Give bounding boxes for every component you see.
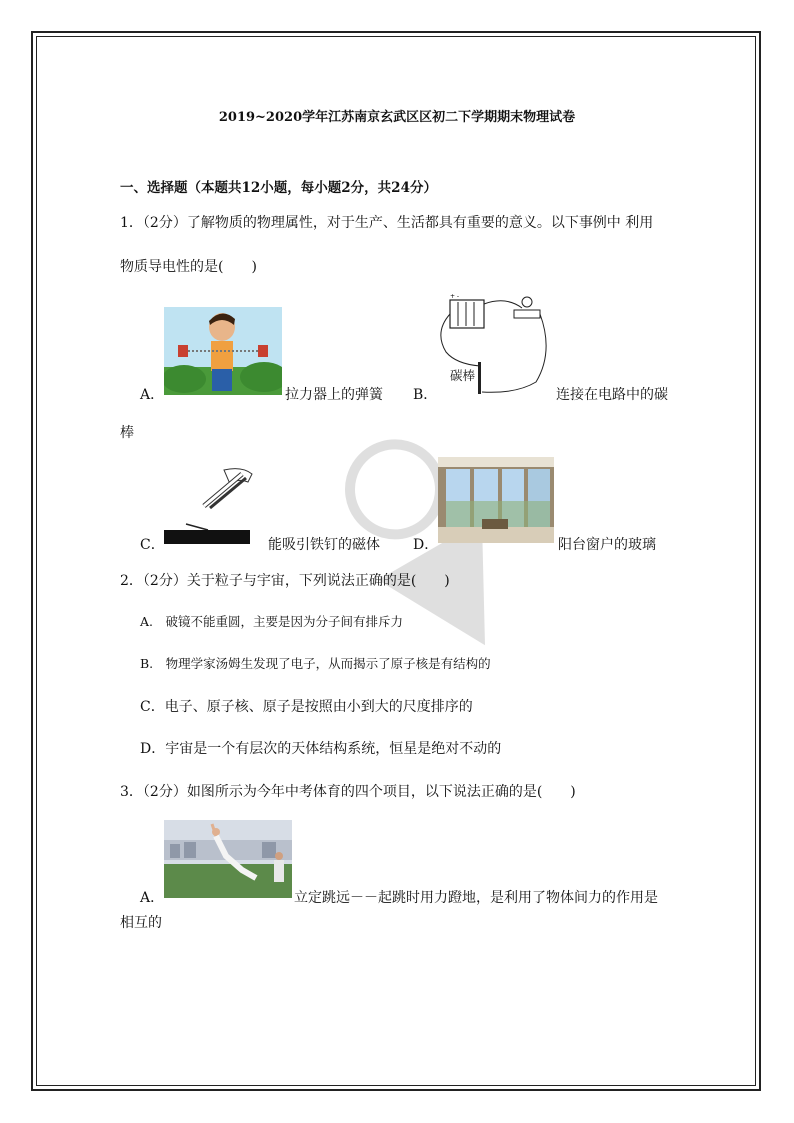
q1-option-c-text: 能吸引铁钉的磁体: [268, 537, 380, 553]
q1-option-a-text: 拉力器上的弹簧: [285, 387, 383, 403]
q1-option-a-label: A．: [140, 387, 165, 403]
q2-stem: 2．（2分）关于粒子与宇宙，下列说法正确的是( ): [120, 573, 450, 589]
q1-option-b-label: B．: [413, 387, 438, 403]
svg-text:+ -: + -: [450, 293, 460, 300]
section-heading: 一、选择题（本题共12小题，每小题2分，共24分）: [120, 180, 437, 196]
standing-long-jump-image: [164, 820, 292, 898]
magnet-image: [164, 462, 254, 546]
q2-option-a: A. 破镜不能重圆，主要是因为分子间有排斥力: [140, 614, 404, 629]
q3-stem: 3．（2分）如图所示为今年中考体育的四个项目，以下说法正确的是( ): [120, 784, 576, 800]
q3-option-a-text: 立定跳远－－起跳时用力蹬地，是利用了物体间力的作用是: [294, 890, 658, 906]
q1-stem-line2: 物质导电性的是( ): [120, 259, 257, 275]
q2-option-b: B. 物理学家汤姆生发现了电子，从而揭示了原子核是有结构的: [140, 656, 491, 671]
q1-option-b-text-cont: 棒: [120, 425, 134, 441]
page-title: 2019~2020学年江苏南京玄武区区初二下学期期末物理试卷: [218, 110, 576, 125]
q1-option-b-text: 连接在电路中的碳: [556, 387, 668, 403]
q3-option-a-label: A．: [140, 890, 165, 906]
q3-option-a-text-cont: 相互的: [120, 915, 162, 931]
q2-option-c: C．电子、原子核、原子是按照由小到大的尺度排序的: [140, 699, 473, 715]
q1-option-d-label: D．: [413, 537, 439, 553]
q1-option-d-text: 阳台窗户的玻璃: [558, 537, 656, 553]
q2-option-d: D．宇宙是一个有层次的天体结构系统，恒星是绝对不动的: [140, 741, 502, 757]
balcony-window-image: [438, 457, 554, 543]
carbon-rod-label: 碳棒: [450, 368, 476, 383]
q1-option-c-label: C．: [140, 537, 165, 553]
q1-stem-line1: 1．（2分）了解物质的物理属性，对于生产、生活都具有重要的意义。以下事例中 利用: [120, 215, 654, 231]
spring-exerciser-image: [164, 307, 282, 395]
